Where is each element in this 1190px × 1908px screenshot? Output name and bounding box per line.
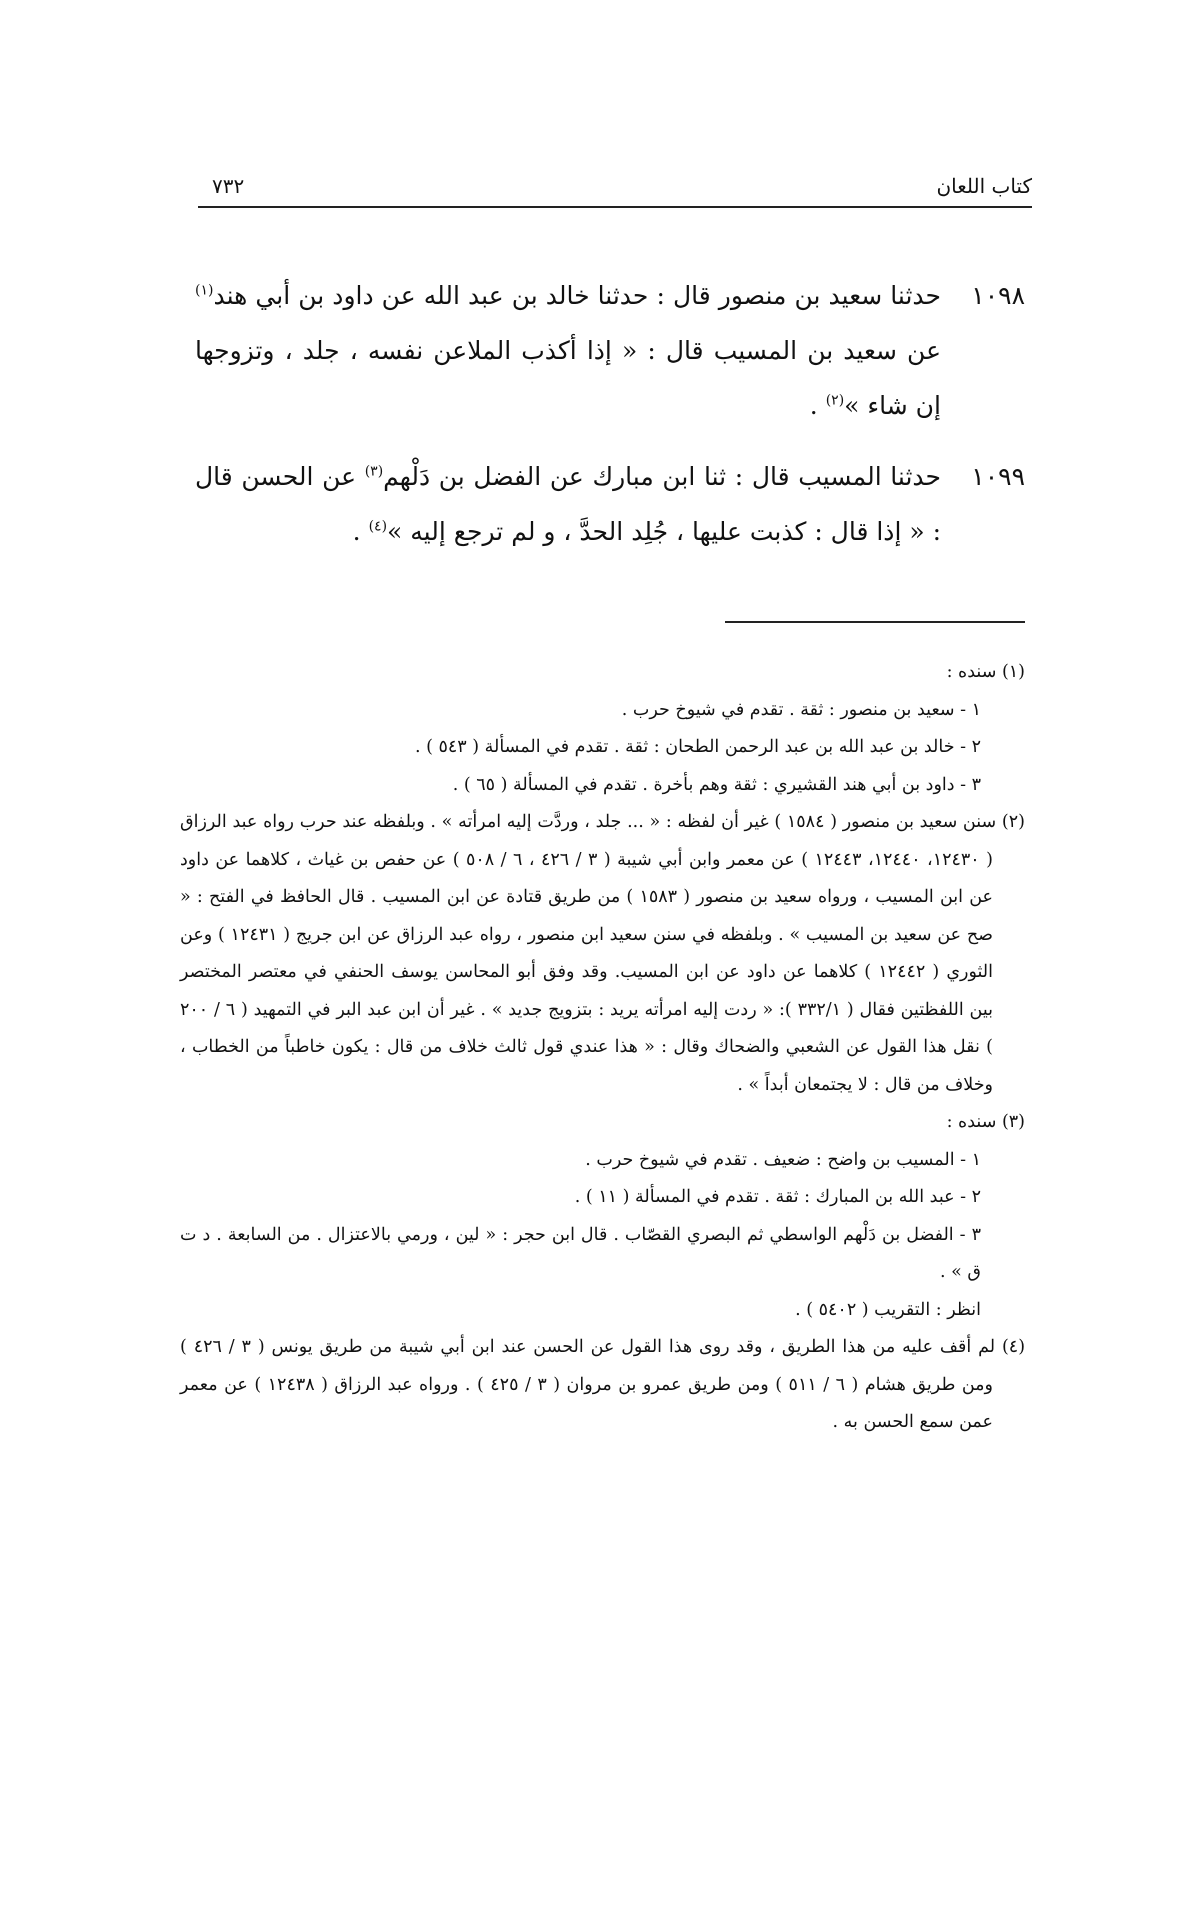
entry-text: حدثنا المسيب قال : ثنا ابن مبارك عن الفضل بن دَلْهم (383, 462, 941, 491)
hadith-entry-1099 (195, 449, 1025, 559)
narrator-list (180, 692, 1025, 805)
page-number: ٧٣٢ (212, 174, 245, 198)
narrator-item: ١ - المسيب بن واضح : ضعيف . تقدم في شيوخ حرب . (585, 1149, 981, 1170)
footnote-ref-2[interactable]: (٢) (825, 392, 845, 409)
footnote-label: (٣) (1001, 1112, 1025, 1132)
footnote-text: سنن سعيد بن منصور ( ١٥٨٤ ) غير أن لفظه : « ... جلد ، وردَّت إليه امرأته » . وبلفظه عند حرب رواه عبد الرزاق ( ١٢٤٣٠، ١٢٤٤٠، ١٢٤٤٣ ) عن معمر وابن أبي شيبة ( ٣ / ٤٢٦ ، ٦ / ٥٠٨ ) عن حفص بن غياث ، كلاهما عن داود عن ابن المسيب ، ورواه سعيد بن منصور ( ١٥٨٣ ) من طريق قتادة عن ابن المسيب . قال الحافظ في الفتح : « صح عن سعيد بن المسيب » . وبلفظه في سنن سعيد ابن منصور ، رواه عبد الرزاق عن ابن جريج ( ١٢٤٣١ ) وعن الثوري ( ١٢٤٤٢ ) كلاهما عن داود عن ابن المسيب. وقد وفق أبو المحاسن يوسف الحنفي في معتصر المختصر بين اللفظتين فقال ( ٣٣٢/١ ): « ردت إليه امرأته يريد : بتزويج جديد » . غير أن ابن عبد البر في التمهيد ( ٦ / ٢٠٠ ) نقل هذا القول عن الشعبي والضحاك وقال : « هذا عندي قول ثالث خلاف من قال : يكون خاطباً من الخطاب ، وخلاف من قال : لا يجتمعان أبداً » . (180, 812, 997, 1095)
hadith-entries (195, 268, 1025, 575)
footnote-1 (180, 654, 1025, 804)
footnote-label: (٢) (1001, 812, 1025, 832)
page-header (198, 170, 1032, 208)
entry-text: عن سعيد بن المسيب قال : « إذا أكذب الملاعن نفسه ، جلد ، وتزوجها إن شاء » (195, 336, 941, 420)
narrator-item: ٢ - خالد بن عبد الله بن عبد الرحمن الطحان : ثقة . تقدم في المسألة ( ٥٤٣ ) . (414, 737, 981, 757)
footnote-text: لم أقف عليه من هذا الطريق ، وقد روى هذا القول عن الحسن عند ابن أبي شيبة من طريق يونس ( ٣ / ٤٢٦ ) ومن طريق هشام ( ٦ / ٥١١ ) ومن طريق عمرو بن مروان ( ٣ / ٤٢٥ ) . ورواه عبد الرزاق ( ١٢٤٣٨ ) عن معمر عمن سمع الحسن به . (180, 1337, 996, 1432)
footnote-separator (725, 621, 1025, 623)
entry-text: حدثنا سعيد بن منصور قال : حدثنا خالد بن عبد الله عن داود بن أبي هند (213, 281, 941, 310)
book-title: كتاب اللعان (936, 174, 1032, 198)
footnote-2 (180, 804, 1025, 1104)
narrator-item: ٣ - داود بن أبي هند القشيري : ثقة وهم بأخرة . تقدم في المسألة ( ٦٥ ) . (452, 774, 981, 795)
footnote-heading: سنده : (946, 1112, 997, 1132)
footnote-heading: سنده : (946, 662, 997, 682)
entry-number: ١٠٩٩ (971, 462, 1025, 491)
narrator-list (180, 1142, 1025, 1330)
footnote-label: (١) (1001, 662, 1025, 682)
hadith-entry-1098 (195, 268, 1025, 433)
narrator-item: ١ - سعيد بن منصور : ثقة . تقدم في شيوخ حرب . (621, 699, 981, 720)
entry-text: . (809, 391, 826, 420)
entry-text: عن الحسن قال : « إذا قال : كذبت عليها ، جُلِد الحدَّ ، و لم ترجع إليه » (195, 462, 941, 546)
narrator-item: ٣ - الفضل بن دَلْهم الواسطي ثم البصري القصّاب . قال ابن حجر : « لين ، ورمي بالاعتزال . من السابعة . د ت ق » . (180, 1224, 981, 1282)
footnote-label: (٤) (1001, 1337, 1026, 1357)
footnote-3 (180, 1104, 1025, 1329)
footnote-4 (180, 1329, 1025, 1442)
footnotes (180, 654, 1025, 1442)
entry-text: . (352, 517, 369, 546)
reference-note: انظر : التقريب ( ٥٤٠٢ ) . (795, 1299, 981, 1320)
footnote-ref-1[interactable]: (١) (195, 282, 214, 299)
footnote-ref-4[interactable]: (٤) (368, 518, 388, 535)
narrator-item: ٢ - عبد الله بن المبارك : ثقة . تقدم في المسألة ( ١١ ) . (574, 1187, 981, 1207)
entry-number: ١٠٩٨ (971, 281, 1025, 310)
footnote-ref-3[interactable]: (٣) (364, 463, 384, 480)
